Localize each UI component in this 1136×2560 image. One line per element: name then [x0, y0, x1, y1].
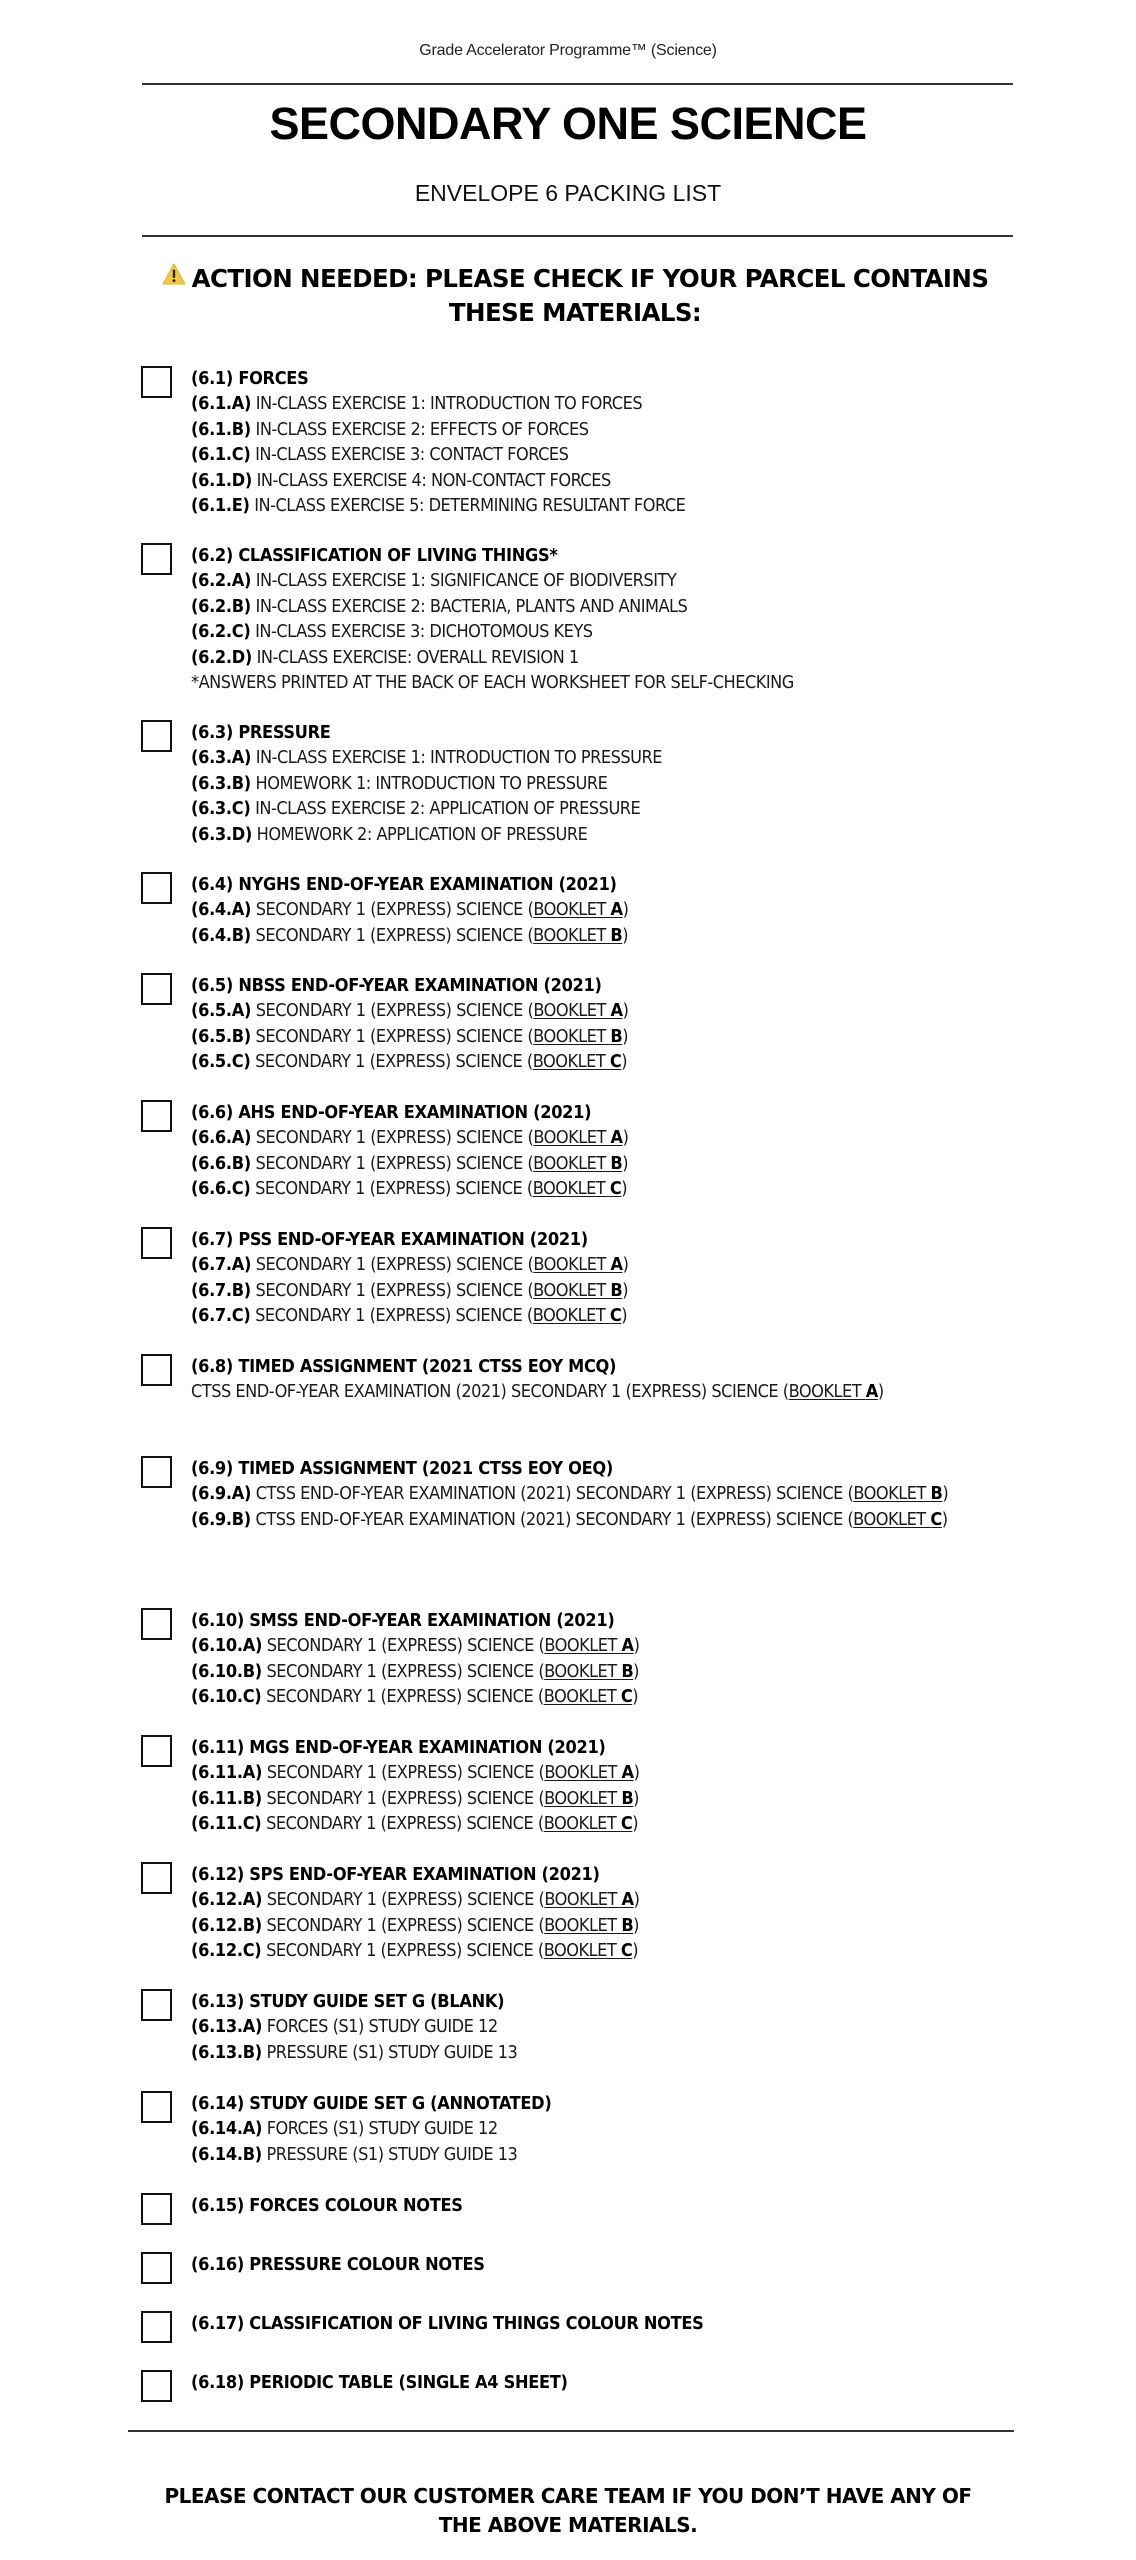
item-line: (6.11.B) SECONDARY 1 (EXPRESS) SCIENCE (BOOKLET B): [191, 1787, 639, 1809]
item-line-text: SECONDARY 1 (EXPRESS) SCIENCE: [255, 1127, 523, 1149]
checkbox[interactable]: [141, 1608, 172, 1640]
item-content: [191, 1100, 1011, 1202]
item-title: (6.12) SPS END-OF-YEAR EXAMINATION (2021): [191, 1864, 600, 1885]
item-line-text: IN-CLASS EXERCISE 3: DICHOTOMOUS KEYS: [255, 621, 593, 643]
item-line-code: (6.4.A): [191, 899, 252, 921]
divider-top: [142, 83, 1013, 85]
item-line: (6.12.A) SECONDARY 1 (EXPRESS) SCIENCE (BOOKLET A): [191, 1889, 640, 1911]
item-line-code: (6.1.A): [191, 393, 252, 415]
booklet-letter: A: [621, 1889, 634, 1911]
booklet-letter: C: [930, 1508, 942, 1530]
item-line-text: HOMEWORK 1: INTRODUCTION TO PRESSURE: [255, 772, 608, 794]
booklet-label: BOOKLET A: [533, 1000, 623, 1022]
brand-header: Grade Accelerator Programme™ (Science): [419, 42, 717, 59]
item-content: [191, 2091, 1011, 2167]
item-line: (6.9.A) CTSS END-OF-YEAR EXAMINATION (2021) SECONDARY 1 (EXPRESS) SCIENCE (BOOKLET B): [191, 1483, 949, 1505]
item-line-code: (6.6.B): [191, 1152, 251, 1174]
item-title: (6.15) FORCES COLOUR NOTES: [191, 2195, 463, 2216]
item-line: [191, 417, 1011, 442]
item-line: [191, 619, 1011, 644]
item-line-code: (6.2.B): [191, 595, 251, 617]
booklet-letter: A: [621, 1762, 634, 1784]
booklet-label: BOOKLET B: [533, 1025, 623, 1047]
checkbox[interactable]: [141, 2193, 172, 2225]
footer-note: PLEASE CONTACT OUR CUSTOMER CARE TEAM IF YOU DON’T HAVE ANY OF THE ABOVE MATERIALS.: [164, 2484, 972, 2537]
item-line-code: (6.11.B): [191, 1787, 262, 1809]
item-line-text: SECONDARY 1 (EXPRESS) SCIENCE: [255, 1152, 523, 1174]
item-line-code: (6.5.C): [191, 1051, 251, 1073]
item-line: (6.5.C) SECONDARY 1 (EXPRESS) SCIENCE (BOOKLET C): [191, 1051, 628, 1073]
item-line: (6.7.B) SECONDARY 1 (EXPRESS) SCIENCE (BOOKLET B): [191, 1279, 629, 1301]
booklet-letter: A: [610, 1127, 623, 1149]
booklet-letter: A: [865, 1381, 878, 1403]
item-line-text: SECONDARY 1 (EXPRESS) SCIENCE: [266, 1813, 534, 1835]
item-line: (6.5.B) SECONDARY 1 (EXPRESS) SCIENCE (BOOKLET B): [191, 1025, 629, 1047]
booklet-letter: A: [621, 1635, 634, 1657]
action-needed-banner: [150, 262, 1000, 330]
booklet-letter: C: [620, 1940, 633, 1962]
item-line: CTSS END-OF-YEAR EXAMINATION (2021) SECONDARY 1 (EXPRESS) SCIENCE (BOOKLET A): [191, 1381, 884, 1403]
item-line-text: IN-CLASS EXERCISE 3: CONTACT FORCES: [255, 444, 569, 466]
item-line-text: SECONDARY 1 (EXPRESS) SCIENCE: [266, 1914, 534, 1936]
booklet-label: BOOKLET C: [543, 1686, 633, 1708]
item-line-text: SECONDARY 1 (EXPRESS) SCIENCE: [255, 1305, 523, 1327]
item-line-code: (6.13.A): [191, 2016, 263, 2038]
item-line-text: IN-CLASS EXERCISE 2: APPLICATION OF PRESSURE: [255, 798, 641, 820]
item-content: [191, 2193, 1011, 2218]
checkbox[interactable]: [141, 2370, 172, 2402]
item-line-text: PRESSURE (S1) STUDY GUIDE 13: [266, 2041, 518, 2063]
booklet-letter: B: [610, 924, 623, 946]
divider-footer: [128, 2430, 1014, 2432]
item-line-text: SECONDARY 1 (EXPRESS) SCIENCE: [255, 1051, 523, 1073]
booklet-label: BOOKLET B: [544, 1914, 634, 1936]
booklet-label: BOOKLET A: [533, 1254, 623, 1276]
item-content: [191, 543, 1011, 695]
item-line: (6.4.A) SECONDARY 1 (EXPRESS) SCIENCE (BOOKLET A): [191, 899, 629, 921]
booklet-letter: B: [610, 1152, 623, 1174]
booklet-label: BOOKLET A: [533, 899, 623, 921]
item-line-text: PRESSURE (S1) STUDY GUIDE 13: [266, 2143, 518, 2165]
item-line: [191, 2014, 1011, 2039]
item-line-text: SECONDARY 1 (EXPRESS) SCIENCE: [255, 1254, 523, 1276]
checkbox[interactable]: [141, 872, 172, 904]
item-line-text: CTSS END-OF-YEAR EXAMINATION (2021) SECONDARY 1 (EXPRESS) SCIENCE: [255, 1483, 843, 1505]
item-line-code: (6.3.A): [191, 747, 252, 769]
item-title: (6.9) TIMED ASSIGNMENT (2021 CTSS EOY OEQ): [191, 1458, 613, 1479]
item-line: (6.10.B) SECONDARY 1 (EXPRESS) SCIENCE (BOOKLET B): [191, 1660, 639, 1682]
item-line-code: (6.11.A): [191, 1762, 263, 1784]
item-line-code: (6.3.B): [191, 772, 251, 794]
item-line: (6.6.B) SECONDARY 1 (EXPRESS) SCIENCE (BOOKLET B): [191, 1152, 629, 1174]
item-line-code: (6.3.D): [191, 823, 252, 845]
checkbox[interactable]: [141, 1989, 172, 2021]
item-content: [191, 872, 1011, 948]
item-line-text: SECONDARY 1 (EXPRESS) SCIENCE: [255, 899, 523, 921]
booklet-label: BOOKLET C: [543, 1813, 633, 1835]
booklet-letter: A: [610, 1000, 623, 1022]
action-text: ACTION NEEDED: PLEASE CHECK IF YOUR PARCEL CONTAINS THESE MATERIALS:: [191, 264, 989, 327]
item-line-text: SECONDARY 1 (EXPRESS) SCIENCE: [255, 1025, 523, 1047]
checkbox[interactable]: [141, 2252, 172, 2284]
item-line-text: HOMEWORK 2: APPLICATION OF PRESSURE: [256, 823, 588, 845]
item-line-text: IN-CLASS EXERCISE 1: INTRODUCTION TO FORCES: [255, 393, 643, 415]
booklet-label: BOOKLET C: [532, 1305, 622, 1327]
item-line-code: (6.6.A): [191, 1127, 252, 1149]
item-line: [191, 771, 1011, 796]
item-line: (6.6.A) SECONDARY 1 (EXPRESS) SCIENCE (BOOKLET A): [191, 1127, 629, 1149]
booklet-label: BOOKLET B: [544, 1660, 634, 1682]
item-line: [191, 468, 1011, 493]
booklet-letter: B: [610, 1279, 623, 1301]
item-content: [191, 1735, 1011, 1837]
item-line-text: IN-CLASS EXERCISE 4: NON-CONTACT FORCES: [256, 469, 611, 491]
item-line-text: SECONDARY 1 (EXPRESS) SCIENCE: [266, 1686, 534, 1708]
item-line-text: SECONDARY 1 (EXPRESS) SCIENCE: [255, 1000, 523, 1022]
item-line: [191, 822, 1011, 847]
item-line-code: (6.11.C): [191, 1813, 262, 1835]
warning-icon: [162, 263, 186, 285]
booklet-letter: A: [610, 1254, 623, 1276]
booklet-label: BOOKLET C: [543, 1940, 633, 1962]
item-line: (6.12.C) SECONDARY 1 (EXPRESS) SCIENCE (BOOKLET C): [191, 1940, 639, 1962]
item-content: [191, 2252, 1011, 2277]
booklet-letter: C: [609, 1178, 622, 1200]
checkbox[interactable]: [141, 2091, 172, 2123]
item-title: (6.2) CLASSIFICATION OF LIVING THINGS*: [191, 545, 558, 566]
item-line-text: SECONDARY 1 (EXPRESS) SCIENCE: [266, 1762, 534, 1784]
item-title: (6.4) NYGHS END-OF-YEAR EXAMINATION (2021): [191, 874, 617, 895]
item-content: [191, 1862, 1011, 1964]
page-subtitle: ENVELOPE 6 PACKING LIST: [414, 180, 722, 206]
item-title: (6.10) SMSS END-OF-YEAR EXAMINATION (2021): [191, 1610, 615, 1631]
item-content: [191, 366, 1011, 518]
item-line: (6.10.C) SECONDARY 1 (EXPRESS) SCIENCE (BOOKLET C): [191, 1686, 639, 1708]
booklet-letter: A: [610, 899, 623, 921]
booklet-label: BOOKLET C: [532, 1178, 622, 1200]
item-line: [191, 442, 1011, 467]
checkbox[interactable]: [141, 543, 172, 575]
item-line-code: (6.13.B): [191, 2041, 262, 2063]
item-content: [191, 1608, 1011, 1710]
item-line-code: (6.7.C): [191, 1305, 251, 1327]
item-line-code: (6.10.A): [191, 1635, 263, 1657]
item-line: (6.7.C) SECONDARY 1 (EXPRESS) SCIENCE (BOOKLET C): [191, 1305, 628, 1327]
item-line: (6.11.A) SECONDARY 1 (EXPRESS) SCIENCE (BOOKLET A): [191, 1762, 640, 1784]
item-content: [191, 2370, 1011, 2395]
item-content: [191, 1989, 1011, 2065]
item-title: (6.11) MGS END-OF-YEAR EXAMINATION (2021): [191, 1737, 606, 1758]
booklet-label: BOOKLET B: [544, 1787, 634, 1809]
checkbox[interactable]: [141, 1862, 172, 1894]
item-title: (6.14) STUDY GUIDE SET G (ANNOTATED): [191, 2093, 552, 2114]
booklet-label: BOOKLET A: [533, 1127, 623, 1149]
booklet-label: BOOKLET B: [533, 1152, 623, 1174]
item-line: [191, 745, 1011, 770]
item-line-code: (6.10.C): [191, 1686, 262, 1708]
checkbox[interactable]: [141, 366, 172, 398]
item-content: [191, 1227, 1011, 1329]
item-line-text: FORCES (S1) STUDY GUIDE 12: [266, 2016, 498, 2038]
item-line: (6.4.B) SECONDARY 1 (EXPRESS) SCIENCE (BOOKLET B): [191, 924, 629, 946]
booklet-letter: C: [620, 1813, 633, 1835]
item-line-code: (6.12.C): [191, 1940, 262, 1962]
item-line-code: (6.2.D): [191, 646, 252, 668]
item-line: (6.11.C) SECONDARY 1 (EXPRESS) SCIENCE (BOOKLET C): [191, 1813, 639, 1835]
booklet-label: BOOKLET A: [544, 1889, 634, 1911]
booklet-label: BOOKLET A: [544, 1635, 634, 1657]
item-line-code: (6.3.C): [191, 798, 251, 820]
booklet-letter: C: [609, 1051, 622, 1073]
checkbox[interactable]: [141, 720, 172, 752]
item-line: [191, 594, 1011, 619]
item-line: [191, 493, 1011, 518]
checkbox[interactable]: [141, 1227, 172, 1259]
item-line-text: SECONDARY 1 (EXPRESS) SCIENCE: [266, 1889, 534, 1911]
booklet-label: BOOKLET B: [533, 1279, 623, 1301]
item-line-text: IN-CLASS EXERCISE 5: DETERMINING RESULTANT FORCE: [254, 495, 686, 517]
item-line-text: SECONDARY 1 (EXPRESS) SCIENCE: [255, 1279, 523, 1301]
item-content: [191, 973, 1011, 1075]
item-title: (6.13) STUDY GUIDE SET G (BLANK): [191, 1991, 505, 2012]
checkbox[interactable]: [141, 1735, 172, 1767]
item-line-code: (6.4.B): [191, 924, 251, 946]
item-line-text: SECONDARY 1 (EXPRESS) SCIENCE: [266, 1660, 534, 1682]
booklet-label: BOOKLET C: [853, 1508, 942, 1530]
item-content: [191, 1354, 1011, 1405]
booklet-label: BOOKLET A: [788, 1381, 878, 1403]
booklet-letter: B: [621, 1660, 634, 1682]
booklet-letter: B: [621, 1787, 634, 1809]
item-line-code: (6.2.A): [191, 570, 252, 592]
item-line-text: SECONDARY 1 (EXPRESS) SCIENCE: [266, 1635, 534, 1657]
item-title: (6.18) PERIODIC TABLE (SINGLE A4 SHEET): [191, 2372, 568, 2393]
item-line: (6.12.B) SECONDARY 1 (EXPRESS) SCIENCE (BOOKLET B): [191, 1914, 639, 1936]
booklet-label: BOOKLET B: [853, 1483, 943, 1505]
item-line-code: (6.14.A): [191, 2118, 263, 2140]
item-line-code: (6.6.C): [191, 1178, 251, 1200]
item-line-code: (6.1.E): [191, 495, 250, 517]
checkbox[interactable]: [141, 1456, 172, 1488]
checkbox[interactable]: [141, 1354, 172, 1386]
item-line-text: IN-CLASS EXERCISE 1: SIGNIFICANCE OF BIODIVERSITY: [255, 570, 677, 592]
item-line: [191, 796, 1011, 821]
item-line-code: (6.12.B): [191, 1914, 262, 1936]
item-title: (6.8) TIMED ASSIGNMENT (2021 CTSS EOY MCQ): [191, 1356, 617, 1377]
item-line: (6.6.C) SECONDARY 1 (EXPRESS) SCIENCE (BOOKLET C): [191, 1178, 628, 1200]
item-line-text: *ANSWERS PRINTED AT THE BACK OF EACH WORKSHEET FOR SELF-CHECKING: [191, 672, 794, 694]
item-line-code: (6.2.C): [191, 621, 251, 643]
item-line-text: SECONDARY 1 (EXPRESS) SCIENCE: [255, 1178, 523, 1200]
item-line-code: (6.1.B): [191, 418, 251, 440]
item-line: [191, 645, 1011, 670]
item-line-code: (6.5.A): [191, 1000, 252, 1022]
checkbox[interactable]: [141, 2311, 172, 2343]
item-line-text: IN-CLASS EXERCISE 2: BACTERIA, PLANTS AND ANIMALS: [255, 595, 688, 617]
booklet-label: BOOKLET C: [532, 1051, 622, 1073]
item-line: (6.10.A) SECONDARY 1 (EXPRESS) SCIENCE (BOOKLET A): [191, 1635, 640, 1657]
item-title: (6.6) AHS END-OF-YEAR EXAMINATION (2021): [191, 1102, 592, 1123]
item-line-text: SECONDARY 1 (EXPRESS) SCIENCE: [266, 1940, 534, 1962]
page-title: SECONDARY ONE SCIENCE: [269, 98, 867, 149]
item-line-text: CTSS END-OF-YEAR EXAMINATION (2021) SECONDARY 1 (EXPRESS) SCIENCE: [255, 1508, 843, 1530]
item-line-code: (6.10.B): [191, 1660, 262, 1682]
item-title: (6.3) PRESSURE: [191, 722, 331, 743]
item-line-text: FORCES (S1) STUDY GUIDE 12: [266, 2118, 498, 2140]
item-line-code: (6.7.A): [191, 1254, 252, 1276]
item-line-code: (6.9.A): [191, 1483, 252, 1505]
item-line-code: (6.12.A): [191, 1889, 263, 1911]
item-content: [191, 720, 1011, 847]
item-content: [191, 2311, 1011, 2336]
item-line-code: (6.7.B): [191, 1279, 251, 1301]
item-line: [191, 2142, 1011, 2167]
booklet-letter: B: [610, 1025, 623, 1047]
item-line: (6.5.A) SECONDARY 1 (EXPRESS) SCIENCE (BOOKLET A): [191, 1000, 629, 1022]
item-title: (6.1) FORCES: [191, 368, 309, 389]
item-title: (6.17) CLASSIFICATION OF LIVING THINGS COLOUR NOTES: [191, 2313, 704, 2334]
booklet-letter: C: [620, 1686, 633, 1708]
item-title: (6.7) PSS END-OF-YEAR EXAMINATION (2021): [191, 1229, 588, 1250]
item-line-code: (6.5.B): [191, 1025, 251, 1047]
item-line-code: (6.14.B): [191, 2143, 262, 2165]
checkbox[interactable]: [141, 973, 172, 1005]
booklet-letter: C: [609, 1305, 622, 1327]
booklet-label: BOOKLET A: [544, 1762, 634, 1784]
item-line: (6.7.A) SECONDARY 1 (EXPRESS) SCIENCE (BOOKLET A): [191, 1254, 629, 1276]
item-line-text: IN-CLASS EXERCISE 1: INTRODUCTION TO PRESSURE: [255, 747, 663, 769]
booklet-letter: B: [621, 1914, 634, 1936]
item-line-text: CTSS END-OF-YEAR EXAMINATION (2021) SECONDARY 1 (EXPRESS) SCIENCE: [191, 1381, 779, 1403]
item-line-code: (6.1.D): [191, 469, 252, 491]
item-title: (6.16) PRESSURE COLOUR NOTES: [191, 2254, 485, 2275]
item-line-text: SECONDARY 1 (EXPRESS) SCIENCE: [255, 924, 523, 946]
booklet-label: BOOKLET B: [533, 924, 623, 946]
item-line-text: IN-CLASS EXERCISE 2: EFFECTS OF FORCES: [255, 418, 589, 440]
item-line: [191, 2116, 1011, 2141]
item-line-text: SECONDARY 1 (EXPRESS) SCIENCE: [266, 1787, 534, 1809]
item-content: [191, 1456, 1011, 1532]
item-line: (6.9.B) CTSS END-OF-YEAR EXAMINATION (2021) SECONDARY 1 (EXPRESS) SCIENCE (BOOKLET C): [191, 1508, 948, 1530]
item-line: [191, 2040, 1011, 2065]
divider-header: [142, 235, 1013, 237]
item-line-code: (6.1.C): [191, 444, 251, 466]
item-line-code: (6.9.B): [191, 1508, 251, 1530]
item-line: [191, 391, 1011, 416]
booklet-letter: B: [930, 1483, 943, 1505]
checkbox[interactable]: [141, 1100, 172, 1132]
item-title: (6.5) NBSS END-OF-YEAR EXAMINATION (2021): [191, 975, 602, 996]
item-line-text: IN-CLASS EXERCISE: OVERALL REVISION 1: [256, 646, 579, 668]
item-line: [191, 568, 1011, 593]
item-line: [191, 670, 1011, 695]
